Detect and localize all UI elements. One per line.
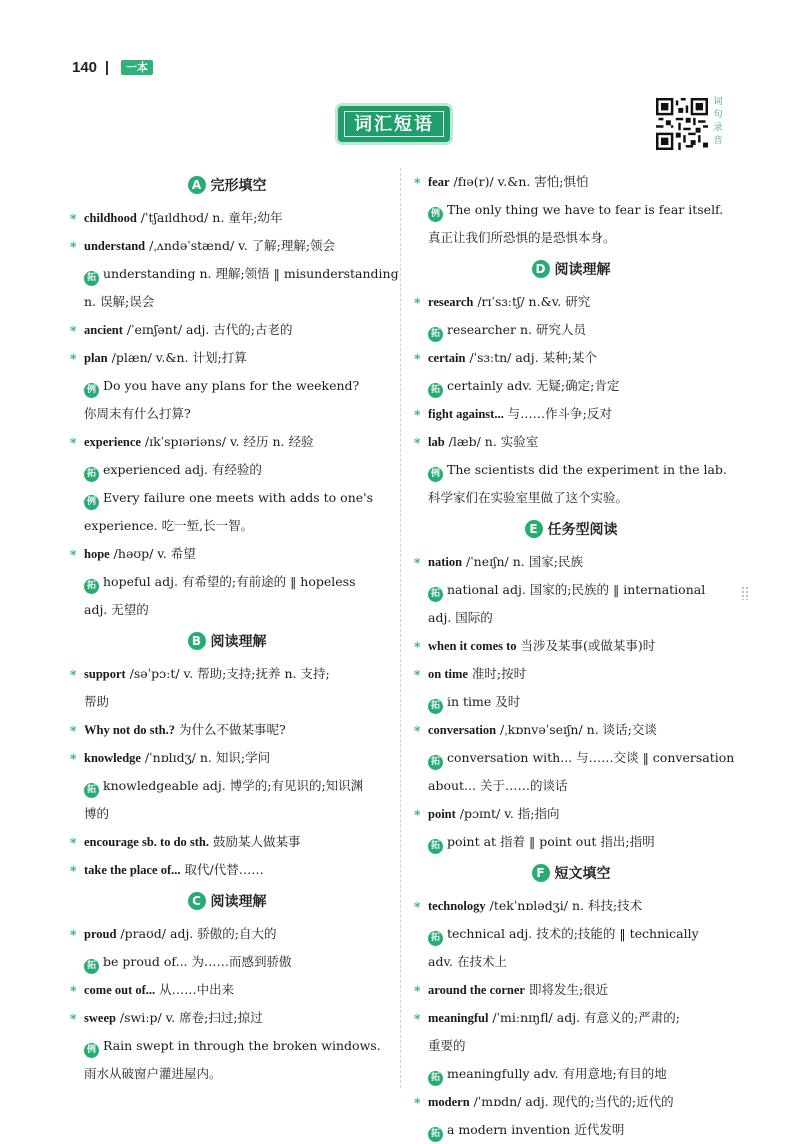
qr-code-icon [656, 98, 708, 150]
example-text: meaningfully adv. 有用意地;有目的地 [447, 1066, 667, 1081]
definition: /ˈmiːnɪŋfl/ adj. 有意义的;严肃的; [488, 1010, 680, 1025]
example-line [406, 688, 736, 716]
headword: encourage sb. to do sth. [84, 835, 210, 849]
example-line [62, 456, 392, 484]
note-tag-icon: 拓 [84, 959, 99, 974]
definition: 当涉及某事(或做某事)时 [516, 638, 656, 653]
definition: /ˈnɒlɪdʒ/ n. 知识;学问 [140, 750, 271, 765]
section-header [62, 628, 392, 654]
definition: /fɪə(r)/ v.&n. 害怕;惧怕 [449, 174, 589, 189]
section-header [62, 172, 392, 198]
section-letter: C [188, 892, 206, 910]
vocab-entry [62, 540, 392, 568]
brand-badge: 一本 [121, 60, 153, 75]
headword: point [428, 807, 456, 821]
vocab-entry [406, 1004, 736, 1032]
section-letter: D [532, 260, 550, 278]
headword: fear [428, 175, 450, 189]
section-letter: A [188, 176, 206, 194]
example-text: Do you have any plans for the weekend? [103, 378, 360, 393]
headword: come out of... [84, 983, 156, 997]
definition: /səˈpɔːt/ v. 帮助;支持;抚养 n. 支持; [125, 666, 330, 681]
definition: /læb/ n. 实验室 [444, 434, 539, 449]
headword: fight against... [428, 407, 504, 421]
example-line [62, 568, 392, 596]
note-tag-icon: 拓 [428, 1127, 443, 1142]
example-line [62, 260, 399, 288]
section-letter: E [525, 520, 543, 538]
title-banner [338, 106, 450, 142]
headword: on time [428, 667, 468, 681]
example-text: a modern invention 近代发明 [447, 1122, 625, 1137]
note-tag-icon: 例 [84, 495, 99, 510]
example-line [406, 920, 736, 948]
vocab-entry [406, 632, 736, 660]
section-title: 完形填空 [210, 178, 267, 194]
note-tag-icon: 例 [84, 1043, 99, 1058]
note-tag-icon: 拓 [428, 839, 443, 854]
vocab-entry [62, 344, 392, 372]
definition: 鼓励某人做某事 [209, 834, 301, 849]
definition: /ˌʌndəˈstænd/ v. 了解;理解;领会 [145, 238, 336, 253]
continuation-line: 帮助 [84, 694, 110, 709]
continuation-line: n. 误解;误会 [84, 294, 155, 309]
definition: /ˈeɪnʃənt/ adj. 古代的;古老的 [122, 322, 293, 337]
section-title: 任务型阅读 [547, 522, 618, 538]
column-divider [400, 168, 401, 1088]
note-tag-icon: 拓 [428, 327, 443, 342]
continuation-line: adj. 无望的 [84, 602, 149, 617]
vocab-entry [406, 288, 736, 316]
vocab-entry [62, 716, 392, 744]
headword: certain [428, 351, 466, 365]
vocab-entry [406, 400, 736, 428]
definition: 与……作斗争;反对 [503, 406, 612, 421]
example-line [406, 744, 736, 772]
qr-label: 词 句 录 音 [713, 97, 723, 146]
headword: understand [84, 239, 146, 253]
example-text: Rain swept in through the broken windows. [103, 1038, 381, 1053]
note-tag-icon: 拓 [84, 783, 99, 798]
vocab-entry [62, 204, 392, 232]
headword: technology [428, 899, 486, 913]
page-title: 词汇短语 [344, 111, 444, 137]
note-tag-icon: 拓 [84, 271, 99, 286]
section-title: 阅读理解 [554, 262, 611, 278]
example-line [406, 372, 736, 400]
note-tag-icon: 拓 [428, 931, 443, 946]
section-letter: B [188, 632, 206, 650]
note-tag-icon: 拓 [84, 467, 99, 482]
example-line [62, 484, 392, 512]
note-tag-icon: 拓 [428, 755, 443, 770]
vocab-entry [62, 744, 392, 772]
definition: /pɔɪnt/ v. 指;指向 [455, 806, 560, 821]
section-header [406, 516, 736, 542]
section-title: 短文填空 [554, 866, 611, 882]
section-header [406, 256, 736, 282]
example-line [406, 576, 736, 604]
note-tag-icon: 拓 [428, 383, 443, 398]
vocab-entry [406, 428, 736, 456]
example-text: hopeful adj. 有希望的;有前途的 ‖ hopeless [103, 574, 356, 589]
section-header [62, 888, 392, 914]
headword: meaningful [428, 1011, 489, 1025]
vocab-entry [62, 1004, 392, 1032]
vocab-entry [406, 660, 736, 688]
example-line [62, 1032, 392, 1060]
headword: when it comes to [428, 639, 517, 653]
example-text: technical adj. 技术的;技能的 ‖ technically [447, 926, 699, 941]
vocab-entry [406, 344, 736, 372]
example-line [62, 948, 392, 976]
continuation-line: 真正让我们所恐惧的是恐惧本身。 [428, 230, 616, 245]
definition: /ˌkɒnvəˈseɪʃn/ n. 谈话;交谈 [496, 722, 657, 737]
vocab-entry [406, 716, 736, 744]
definition: /praʊd/ adj. 骄傲的;自大的 [116, 926, 277, 941]
continuation-line: 科学家们在实验室里做了这个实验。 [428, 490, 629, 505]
section-title: 阅读理解 [210, 894, 267, 910]
example-text: point at 指着 ‖ point out 指出;指明 [447, 834, 655, 849]
headword: plan [84, 351, 108, 365]
example-text: be proud of... 为……而感到骄傲 [103, 954, 292, 969]
headword: conversation [428, 723, 497, 737]
example-line [406, 1116, 736, 1144]
example-text: Every failure one meets with adds to one's [103, 490, 374, 505]
definition: /ˈneɪʃn/ n. 国家;民族 [462, 554, 583, 569]
section-header [406, 860, 736, 886]
example-text: researcher n. 研究人员 [447, 322, 587, 337]
example-line [406, 316, 736, 344]
headword: knowledge [84, 751, 141, 765]
vocab-entry [406, 976, 736, 1004]
headword: childhood [84, 211, 137, 225]
continuation-line: 雨水从破窗户灌进屋内。 [84, 1066, 222, 1081]
vocab-entry [62, 428, 392, 456]
page-number: 140 [72, 59, 98, 76]
headword: ancient [84, 323, 123, 337]
definition: /tekˈnɒlədʒi/ n. 科技;技术 [485, 898, 643, 913]
example-line [406, 456, 736, 484]
example-text: understanding n. 理解;领悟 ‖ misunderstanding [103, 266, 399, 281]
vocab-entry [62, 976, 392, 1004]
headword: hope [84, 547, 110, 561]
definition: /swiːp/ v. 席卷;扫过;掠过 [115, 1010, 263, 1025]
note-tag-icon: 例 [84, 383, 99, 398]
example-text: The scientists did the experiment in the lab. [447, 462, 727, 477]
definition: 即将发生;很近 [525, 982, 609, 997]
example-line [406, 828, 736, 856]
example-line [62, 372, 392, 400]
note-tag-icon: 拓 [428, 1071, 443, 1086]
note-tag-icon: 拓 [84, 579, 99, 594]
definition: /rɪˈsɜːtʃ/ n.&v. 研究 [473, 294, 591, 309]
example-text: certainly adv. 无疑;确定;肯定 [447, 378, 620, 393]
definition: /həʊp/ v. 希望 [109, 546, 196, 561]
vocab-entry [406, 800, 736, 828]
continuation-line: 重要的 [428, 1038, 466, 1053]
vocab-entry [62, 232, 392, 260]
definition: 准时;按时 [467, 666, 527, 681]
section-letter: F [532, 864, 550, 882]
example-line [62, 772, 392, 800]
continuation-line: adj. 国际的 [428, 610, 493, 625]
vocab-entry [62, 920, 392, 948]
right-column [406, 168, 736, 1144]
example-text: The only thing we have to fear is fear itself. [447, 202, 724, 217]
note-tag-icon: 例 [428, 207, 443, 222]
vocab-entry [62, 660, 392, 688]
vocab-entry [406, 548, 736, 576]
continuation-line: 博的 [84, 806, 110, 821]
example-text: national adj. 国家的;民族的 ‖ international [447, 582, 706, 597]
definition: 为什么不做某事呢? [175, 722, 286, 737]
headword: research [428, 295, 474, 309]
definition: /ɪkˈspɪəriəns/ v. 经历 n. 经验 [140, 434, 314, 449]
headword: sweep [84, 1011, 116, 1025]
continuation-line: adv. 在技术上 [428, 954, 507, 969]
vocab-entry [406, 1088, 736, 1116]
note-tag-icon: 例 [428, 467, 443, 482]
headword: proud [84, 927, 117, 941]
vocab-entry [62, 316, 392, 344]
example-text: in time 及时 [447, 694, 521, 709]
header-separator [106, 61, 108, 75]
headword: experience [84, 435, 141, 449]
headword: modern [428, 1095, 470, 1109]
vocab-entry [406, 168, 736, 196]
headword: around the corner [428, 983, 525, 997]
headword: take the place of... [84, 863, 181, 877]
example-line [406, 196, 736, 224]
continuation-line: experience. 吃一堑,长一智。 [84, 518, 254, 533]
definition: 从……中出来 [155, 982, 235, 997]
headword: support [84, 667, 126, 681]
decorative-dots [741, 586, 749, 600]
note-tag-icon: 拓 [428, 699, 443, 714]
definition: /plæn/ v.&n. 计划;打算 [107, 350, 247, 365]
headword: nation [428, 555, 463, 569]
definition: 取代/代替…… [180, 862, 264, 877]
example-text: conversation with... 与……交谈 ‖ conversation [447, 750, 735, 765]
definition: /ˈsɜːtn/ adj. 某种;某个 [465, 350, 597, 365]
section-title: 阅读理解 [210, 634, 267, 650]
vocab-entry [62, 856, 392, 884]
continuation-line: 你周末有什么打算? [84, 406, 191, 421]
example-text: knowledgeable adj. 博学的;有见识的;知识渊 [103, 778, 364, 793]
example-text: experienced adj. 有经验的 [103, 462, 262, 477]
note-tag-icon: 拓 [428, 587, 443, 602]
vocab-entry [62, 828, 392, 856]
example-line [406, 1060, 736, 1088]
vocab-entry [406, 892, 736, 920]
left-column [62, 168, 399, 1088]
continuation-line: about... 关于……的谈话 [428, 778, 568, 793]
definition: /ˈtʃaɪldhʊd/ n. 童年;幼年 [136, 210, 283, 225]
headword: Why not do sth.? [84, 723, 175, 737]
definition: /ˈmɒdn/ adj. 现代的;当代的;近代的 [469, 1094, 674, 1109]
headword: lab [428, 435, 445, 449]
